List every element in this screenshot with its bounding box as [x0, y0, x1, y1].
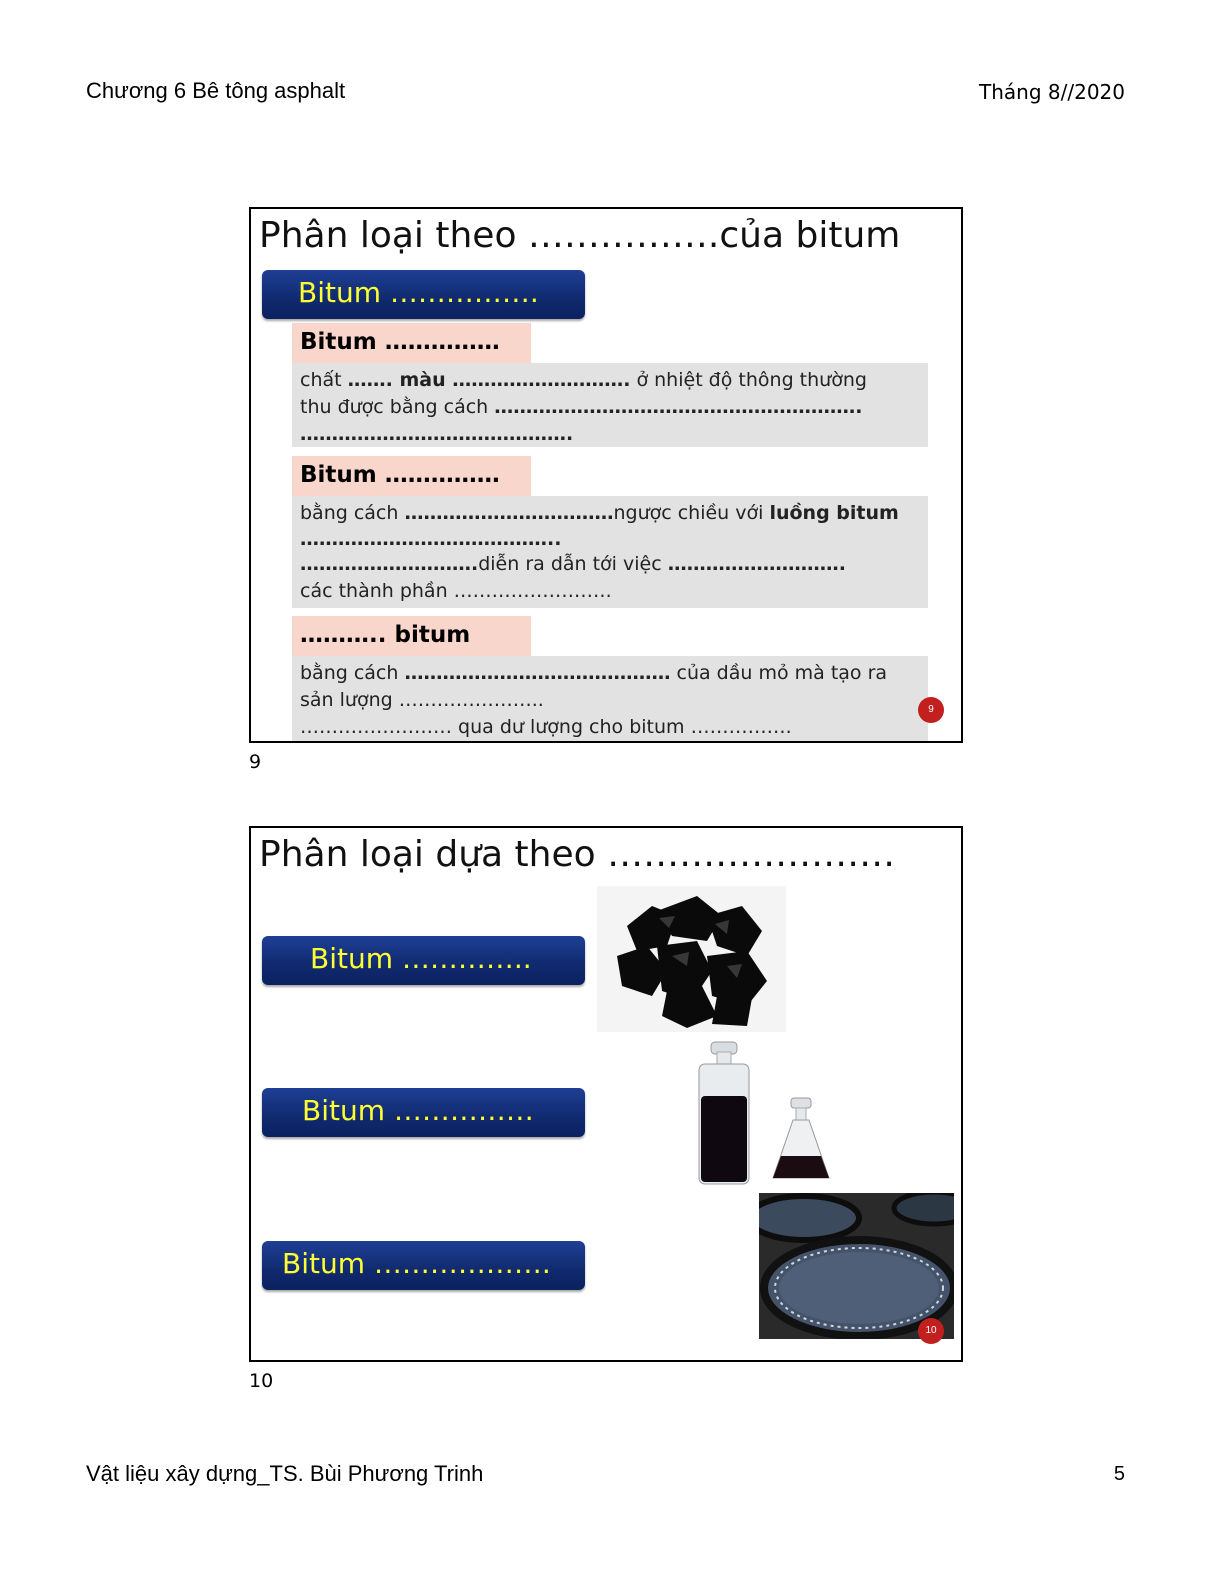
section-heading-3: ……….. bitum: [292, 616, 531, 656]
text: bằng cách: [300, 662, 405, 684]
text: …………………………………..: [300, 528, 562, 550]
slide-10: [249, 826, 963, 1362]
text: thu được bằng cách: [300, 396, 495, 418]
bitum-category-button: Bitum …………….: [262, 270, 585, 319]
bitum-liquid-button: Bitum ……………: [262, 1088, 585, 1137]
text: ………………………………………………….: [494, 396, 863, 418]
text: của dầu mỏ mà tạo ra: [670, 662, 888, 684]
header-chapter: Chương 6 Bê tông asphalt: [86, 78, 346, 103]
footer-page-number: 5: [1113, 1463, 1125, 1485]
text: diễn ra dẫn tới việc: [478, 553, 668, 575]
bitum-chunks-image: [597, 886, 786, 1032]
bitum-liquid-button-2: Bitum ……………….: [262, 1241, 585, 1290]
text: ……………………….: [667, 553, 846, 575]
section-heading-2: Bitum ……………: [292, 456, 531, 496]
bitum-solid-button: Bitum …………..: [262, 936, 585, 985]
bitum-drums-image: [759, 1193, 954, 1339]
text: ……………………………: [404, 502, 614, 524]
slide-number: 10: [249, 1370, 274, 1392]
text: các thành phần …………………….: [300, 580, 612, 602]
text: ……………………….: [300, 553, 479, 575]
section-body-3: [292, 656, 928, 743]
slide-number-badge: 9: [918, 697, 944, 723]
slide-title: Phân loại dựa theo ……………………: [259, 834, 896, 875]
slide-number: 9: [249, 751, 262, 773]
section-body-1: [292, 363, 928, 447]
slide-9: [249, 207, 963, 743]
header-date: Tháng 8//2020: [979, 80, 1125, 104]
text: sản lượng …………………..: [300, 689, 544, 711]
text: luồng bitum: [769, 502, 899, 524]
text: chất: [300, 369, 348, 391]
text: ……. màu ……………………….: [347, 369, 631, 391]
slide-title: Phân loại theo …………….của bitum: [259, 215, 901, 256]
text: …………………………………….: [300, 423, 574, 445]
text: ở nhiệt độ thông thường: [630, 369, 867, 391]
bitum-jars-image: [681, 1038, 861, 1188]
text: bằng cách: [300, 502, 405, 524]
text: …………………… qua dư lượng cho bitum …………….: [300, 716, 792, 738]
text: ngược chiều với: [613, 502, 770, 524]
slide-number-badge: 10: [918, 1318, 944, 1344]
footer-author: Vật liệu xây dựng_TS. Bùi Phương Trinh: [86, 1461, 484, 1486]
text: ……………………………………: [404, 662, 671, 684]
section-heading-1: Bitum ……………: [292, 323, 531, 363]
section-body-2: [292, 496, 928, 608]
